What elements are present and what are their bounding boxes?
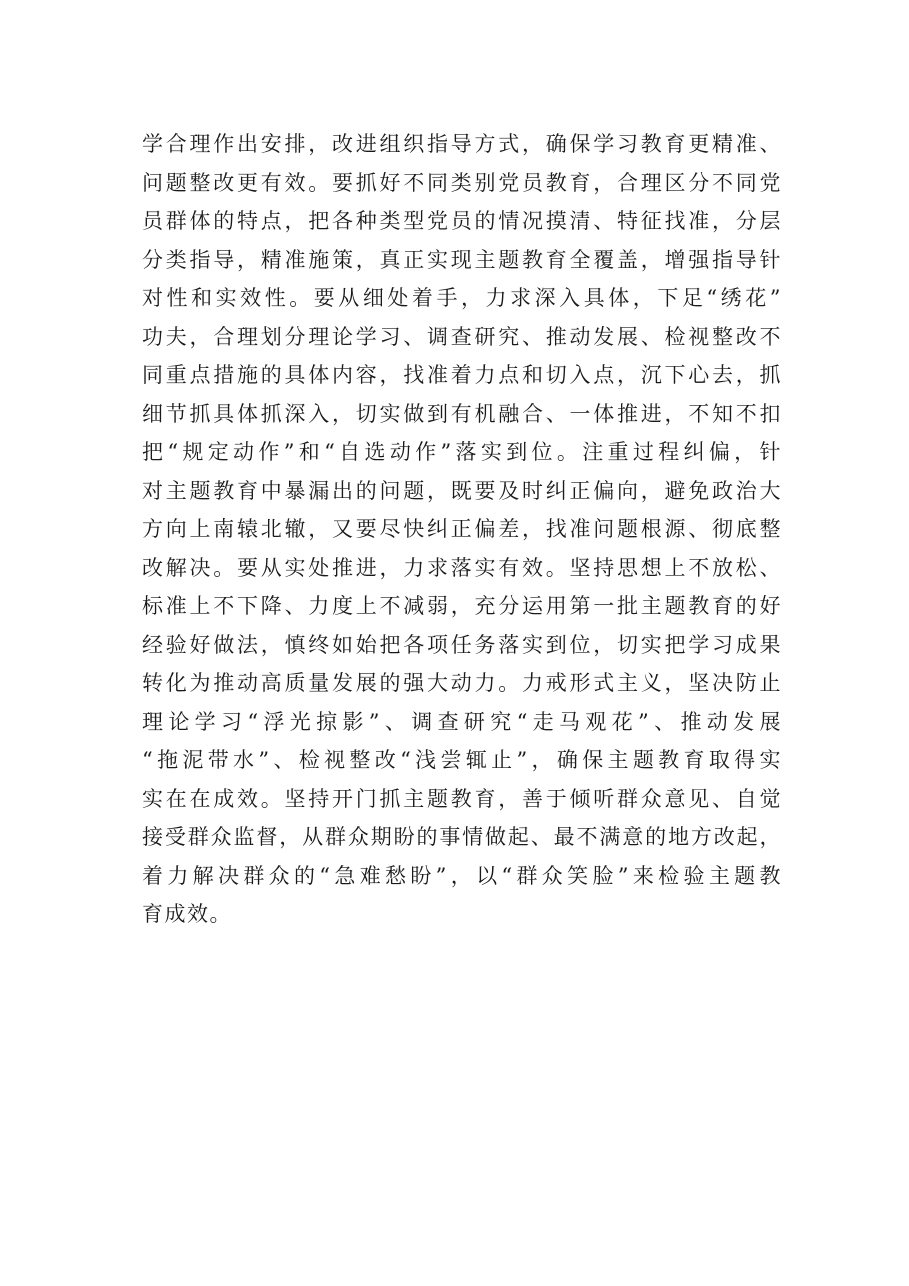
text-line: 同重点措施的具体内容，找准着力点和切入点，沉下心去，抓 — [142, 363, 782, 387]
text-line: “拖泥带水”、检视整改“浅尝辄止”，确保主题教育取得实 — [142, 748, 782, 772]
text-line-last: 育成效。 — [142, 902, 232, 926]
text-line: 转化为推动高质量发展的强大动力。力戒形式主义，坚决防止 — [142, 671, 782, 695]
text-line: 功夫，合理划分理论学习、调查研究、推动发展、检视整改不 — [142, 324, 782, 349]
text-line: 问题整改更有效。要抓好不同类别党员教育，合理区分不同党 — [142, 170, 782, 195]
text-line: 理论学习“浮光掠影”、调查研究“走马观花”、推动发展 — [142, 709, 782, 734]
text-line: 改解决。要从实处推进，力求落实有效。坚持思想上不放松、 — [142, 555, 782, 580]
body-paragraph — [142, 125, 782, 934]
text-line: 标准上不下降、力度上不减弱，充分运用第一批主题教育的好 — [142, 594, 782, 618]
text-line: 细节抓具体抓深入，切实做到有机融合、一体推进，不知不扣 — [142, 401, 782, 426]
text-line: 学合理作出安排，改进组织指导方式，确保学习教育更精准、 — [142, 132, 782, 156]
text-line: 分类指导，精准施策，真正实现主题教育全覆盖，增强指导针 — [142, 247, 782, 272]
text-line: 着力解决群众的“急难愁盼”，以“群众笑脸”来检验主题教 — [142, 863, 782, 888]
text-line: 把“规定动作”和“自选动作”落实到位。注重过程纠偏，针 — [142, 440, 782, 464]
text-line: 方向上南辕北辙，又要尽快纠正偏差，找准问题根源、彻底整 — [142, 517, 782, 541]
text-line: 员群体的特点，把各种类型党员的情况摸清、特征找准，分层 — [142, 209, 782, 233]
text-line: 接受群众监督，从群众期盼的事情做起、最不满意的地方改起， — [142, 825, 782, 849]
text-line: 实在在成效。坚持开门抓主题教育，善于倾听群众意见、自觉 — [142, 786, 782, 811]
text-line: 对性和实效性。要从细处着手，力求深入具体，下足“绣花” — [142, 286, 782, 310]
text-line: 对主题教育中暴漏出的问题，既要及时纠正偏向，避免政治大 — [142, 478, 782, 503]
text-line: 经验好做法，慎终如始把各项任务落实到位，切实把学习成果 — [142, 632, 782, 657]
